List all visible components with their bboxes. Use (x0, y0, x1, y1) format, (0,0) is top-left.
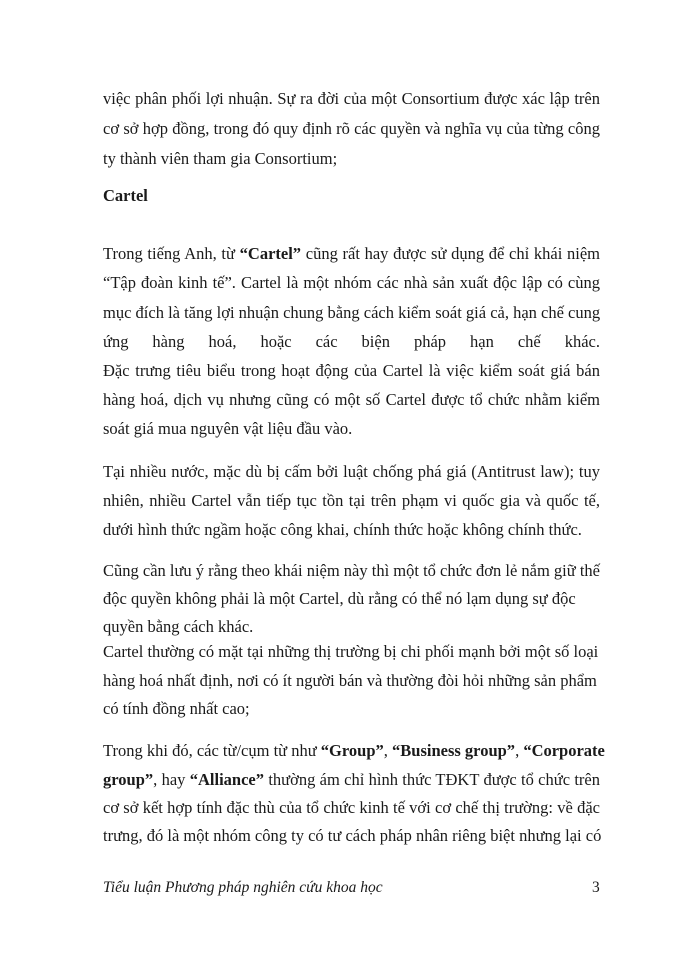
bold-term: “Cartel” (239, 244, 302, 263)
paragraph-line: soát giá mua nguyên vật liệu đầu vào. (103, 419, 353, 438)
paragraph-line: mục đích là tăng lợi nhuận chung bằng cách kiểm soát giá cả, hạn chế cung (103, 303, 601, 322)
paragraph-line: ứng hàng hoá, hoặc các biện pháp hạn chế khác. (103, 332, 600, 351)
paragraph-line: việc phân phối lợi nhuận. Sự ra đời của một Consortium được xác lập trên (103, 89, 600, 108)
paragraph-line: dưới hình thức ngầm hoặc công khai, chính thức hoặc không chính thức. (103, 520, 582, 539)
paragraph-line (103, 244, 600, 264)
paragraph-line: quyền bằng cách khác. (103, 617, 254, 636)
text-run: , hay (153, 770, 190, 789)
paragraph-line: Tại nhiều nước, mặc dù bị cấm bởi luật chống phá giá (Antitrust law); tuy (103, 462, 600, 481)
paragraph-line: có tính đồng nhất cao; (103, 699, 250, 718)
paragraph-line: hàng hoá nhất định, nơi có ít người bán và thường đòi hỏi những sản phẩm (103, 671, 597, 690)
section-heading: Cartel (103, 186, 148, 205)
paragraph-line: “Tập đoàn kinh tế”. Cartel là một nhóm các nhà sản xuất độc lập có cùng (103, 273, 600, 292)
paragraph-line: nhiên, nhiều Cartel vẫn tiếp tục tồn tại trên phạm vi quốc gia và quốc tế, (103, 491, 600, 510)
paragraph-line: độc quyền không phải là một Cartel, dù rằng có thể nó lạm dụng sự độc (103, 589, 576, 608)
paragraph-line (103, 770, 600, 790)
bold-term: “Alliance” (189, 770, 264, 789)
text-run: , (515, 741, 524, 760)
paragraph-line: cơ sở hợp đồng, trong đó quy định rõ các quyền và nghĩa vụ của từng công (103, 119, 600, 138)
paragraph-line: trưng, đó là một nhóm công ty có tư cách pháp nhân riêng biệt nhưng lại có (103, 826, 602, 845)
bold-term: “Business group” (392, 741, 516, 760)
paragraph-line (103, 741, 605, 761)
paragraph-line: ty thành viên tham gia Consortium; (103, 149, 338, 168)
paragraph-line: hàng hoá, dịch vụ nhưng cũng có một số Cartel được tổ chức nhằm kiểm (103, 390, 600, 409)
text-run: , (383, 741, 393, 760)
page-number: 3 (592, 879, 600, 896)
footer-title: Tiểu luận Phương pháp nghiên cứu khoa học (103, 879, 383, 896)
paragraph-line: Đặc trưng tiêu biểu trong hoạt động của Cartel là việc kiểm soát giá bán (103, 361, 600, 380)
bold-term: group” (103, 770, 154, 789)
paragraph-line: cơ sở kết hợp tính đặc thù của tổ chức kinh tế với cơ chế thị trường: về đặc (103, 798, 600, 817)
text-run: Trong khi đó, các từ/cụm từ như (103, 741, 321, 760)
text-run: cũng rất hay được sử dụng để chỉ khái niệm (301, 244, 600, 263)
paragraph-line: Cartel thường có mặt tại những thị trường bị chi phối mạnh bởi một số loại (103, 642, 599, 661)
bold-term: “Corporate (523, 741, 605, 760)
text-run: Trong tiếng Anh, từ (103, 244, 240, 263)
text-run: thường ám chỉ hình thức TĐKT được tổ chức trên (264, 770, 600, 789)
bold-term: “Group” (320, 741, 384, 760)
paragraph-line: Cũng cần lưu ý rằng theo khái niệm này thì một tổ chức đơn lẻ nắm giữ thế (103, 561, 600, 580)
